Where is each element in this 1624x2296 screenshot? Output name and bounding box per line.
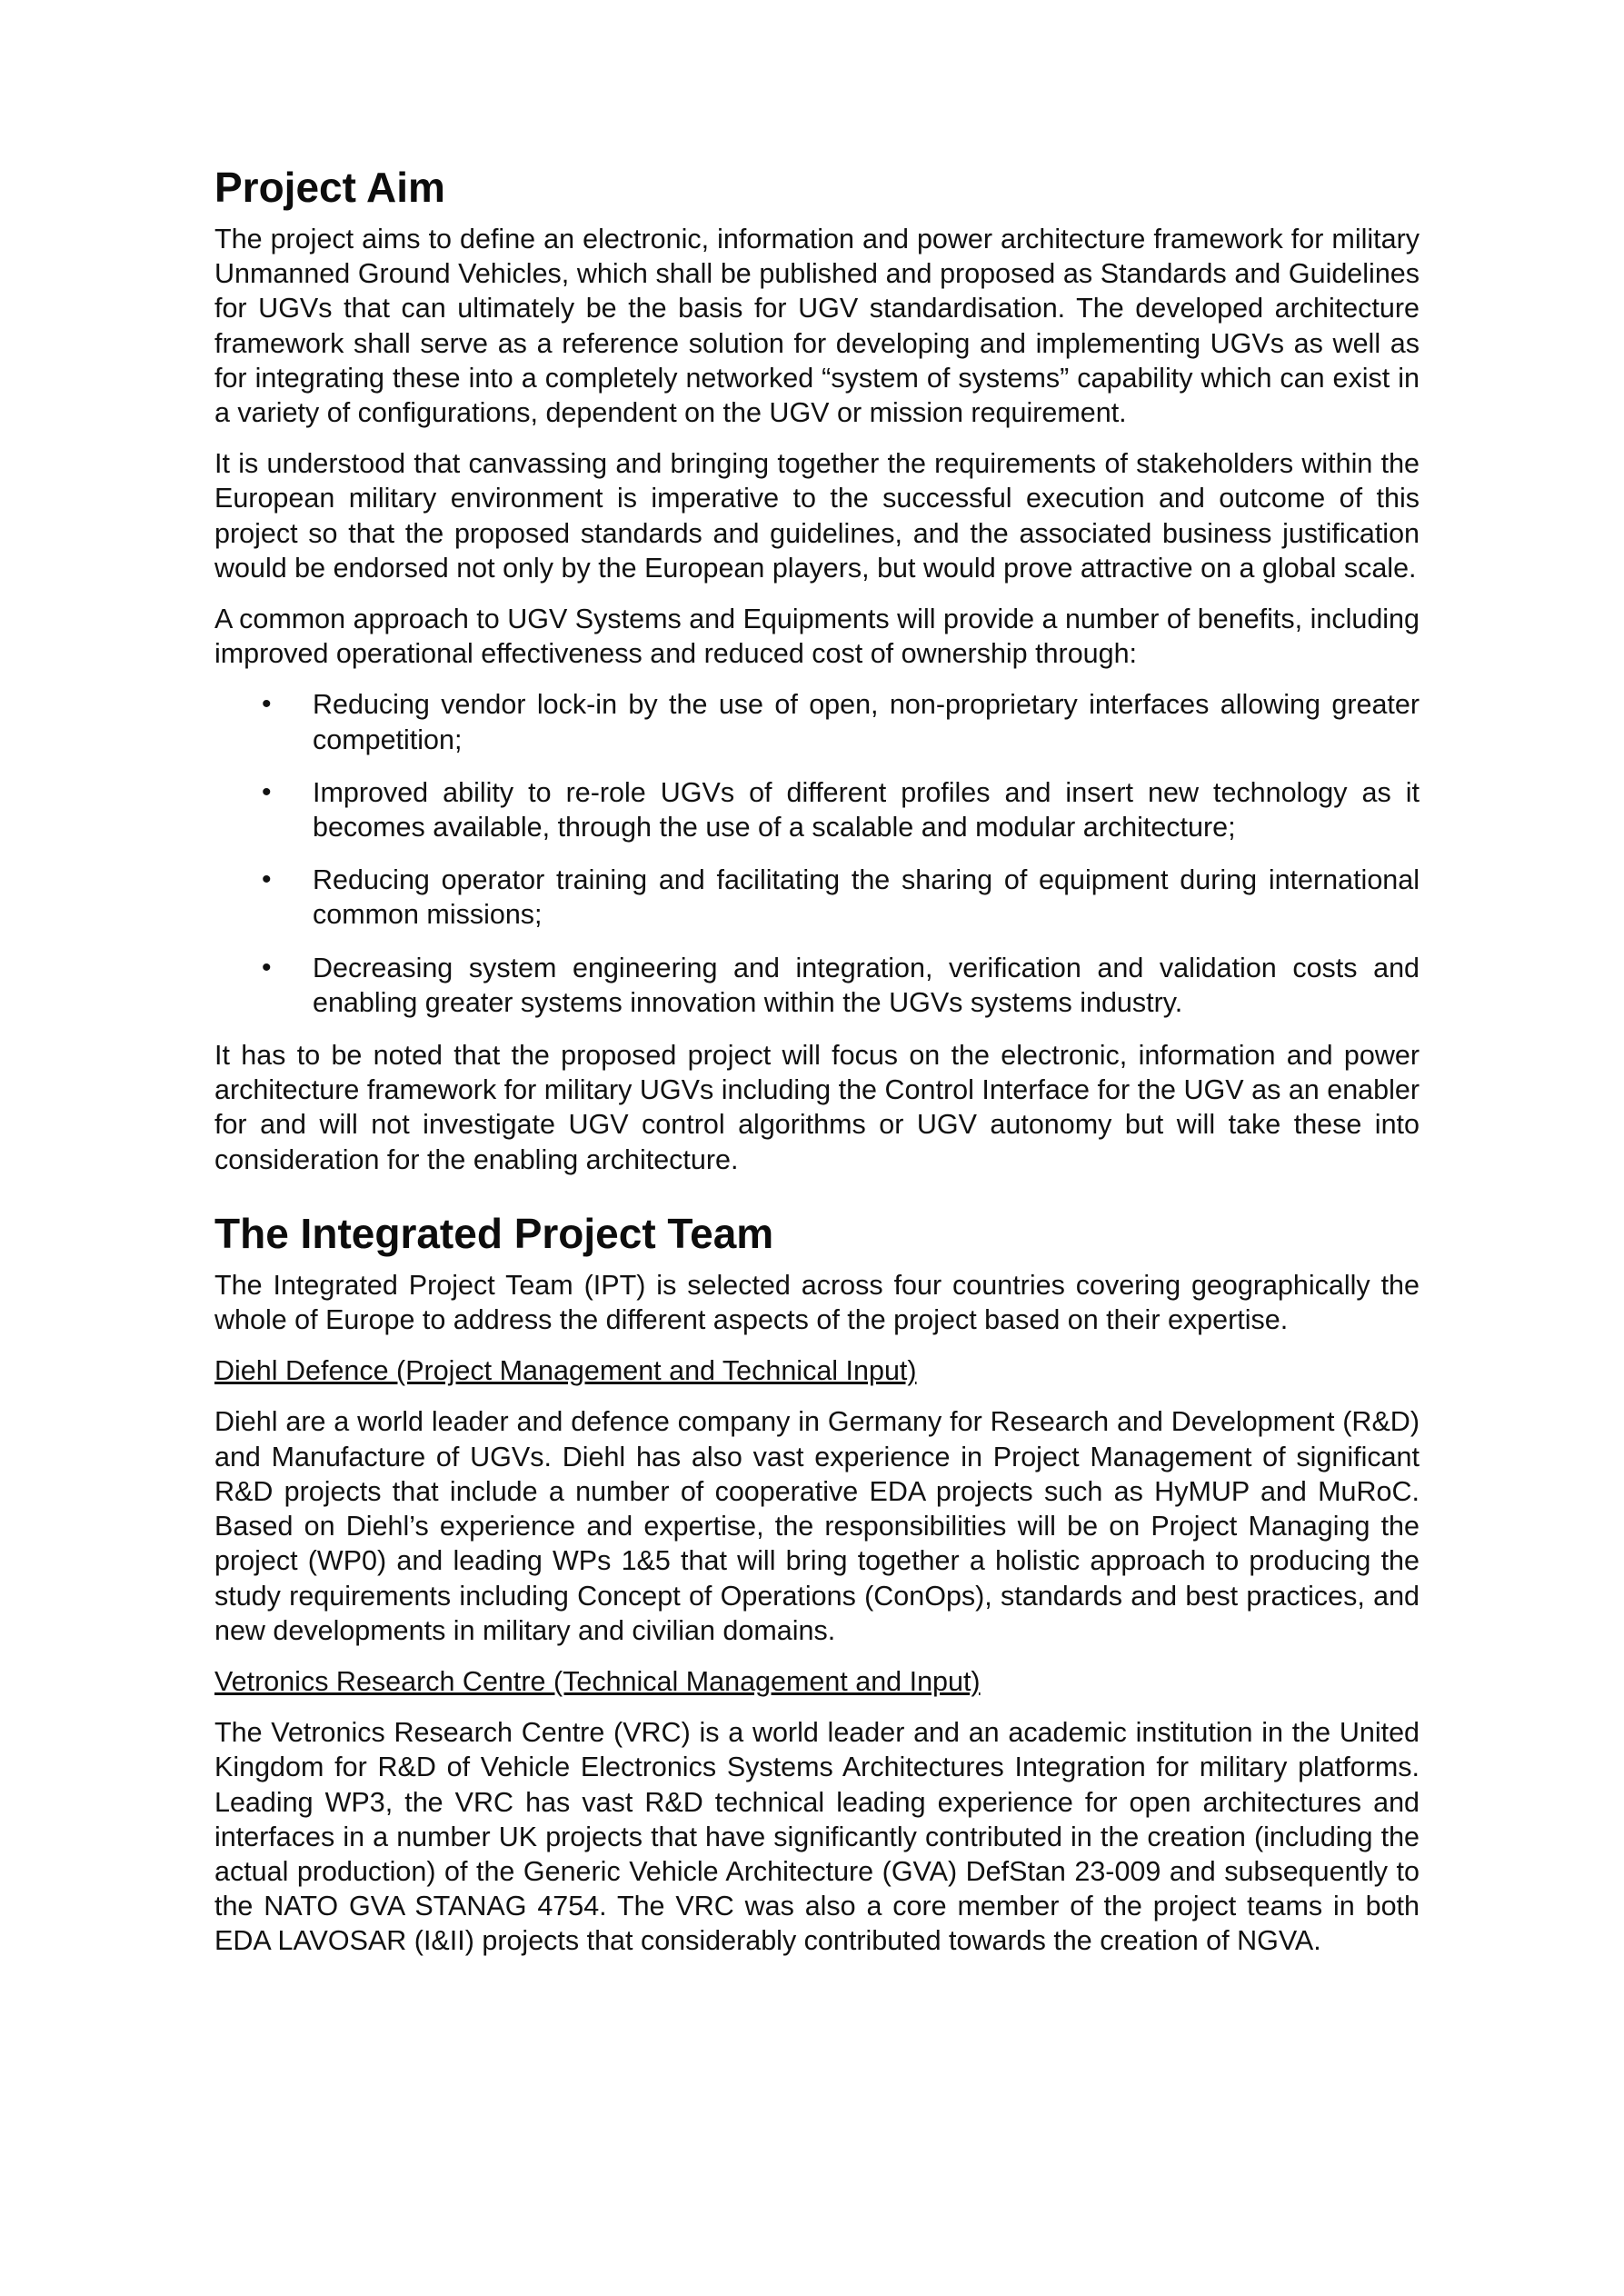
- list-item: [214, 863, 1420, 932]
- bullet-icon: •: [262, 864, 272, 895]
- section-heading-project-aim: Project Aim: [214, 164, 445, 211]
- document-page: [214, 162, 1420, 1975]
- list-item-text: Reducing operator training and facilitating the sharing of equipment during international common missions;: [313, 864, 1420, 931]
- paragraph-project-aim-closing: It has to be noted that the proposed project will focus on the electronic, information and power architecture framework for military UGVs including the Control Interface for the UGV as an enabler for and will not investigate UGV control algorithms or UGV autonomy but will take these into consideration for the enabling architecture.: [214, 1040, 1420, 1175]
- subheading-vetronics-research-centre: Vetronics Research Centre (Technical Management and Input): [214, 1665, 981, 1697]
- bullet-icon: •: [262, 952, 272, 983]
- list-item: [214, 775, 1420, 844]
- paragraph-vetronics-research-centre: The Vetronics Research Centre (VRC) is a world leader and an academic institution in the United Kingdom for R&D of Vehicle Electronics Systems Architectures Integration for military platforms. Leading WP3, the VRC has vast R&D technical leading experience for open architectures and interfaces in a number UK projects that have significantly contributed in the creation (including the actual production) of the Generic Vehicle Architecture (GVA) DefStan 23-009 and subsequently to the NATO GVA STANAG 4754. The VRC was also a core member of the project teams in both EDA LAVOSAR (I&II) projects that considerably contributed towards the creation of NGVA.: [214, 1717, 1420, 1957]
- list-item-text: Decreasing system engineering and integration, verification and validation costs and enabling greater systems innovation within the UGVs systems industry.: [313, 952, 1420, 1018]
- list-item: [214, 687, 1420, 756]
- paragraph-project-aim-1: The project aims to define an electronic, information and power architecture framework for military Unmanned Ground Vehicles, which shall be published and proposed as Standards and Guidelines for UGVs that can ultimately be the basis for UGV standardisation. The developed architecture framework shall serve as a reference solution for developing and implementing UGVs as well as for integrating these into a completely networked “system of systems” capability which can exist in a variety of configurations, dependent on the UGV or mission requirement.: [214, 224, 1420, 429]
- list-item-text: Improved ability to re-role UGVs of different profiles and insert new technology as it becomes available, through the use of a scalable and modular architecture;: [313, 776, 1420, 844]
- benefits-list: [214, 687, 1420, 1020]
- bullet-icon: •: [262, 689, 272, 720]
- paragraph-project-aim-2: It is understood that canvassing and bringing together the requirements of stakeholders within the European military environment is imperative to the successful execution and outcome of this project so that the proposed standards and guidelines, and the associated business justification would be endorsed not only by the European players, but would prove attractive on a global scale.: [214, 448, 1420, 584]
- section-heading-integrated-project-team: The Integrated Project Team: [214, 1209, 774, 1257]
- subheading-diehl-defence: Diehl Defence (Project Management and Technical Input): [214, 1355, 917, 1387]
- paragraph-project-aim-3: A common approach to UGV Systems and Equipments will provide a number of benefits, including improved operational effectiveness and reduced cost of ownership through:: [214, 604, 1420, 670]
- bullet-icon: •: [262, 776, 272, 807]
- paragraph-ipt-intro: The Integrated Project Team (IPT) is selected across four countries covering geographically the whole of Europe to address the different aspects of the project based on their expertise.: [214, 1269, 1420, 1336]
- list-item: [214, 951, 1420, 1020]
- list-item-text: Reducing vendor lock-in by the use of open, non-proprietary interfaces allowing greater competition;: [313, 689, 1420, 755]
- paragraph-diehl-defence: Diehl are a world leader and defence company in Germany for Research and Development (R&D) and Manufacture of UGVs. Diehl has also vast experience in Project Management of significant R&D projects that include a number of cooperative EDA projects such as HyMUP and MuRoC. Based on Diehl’s experience and expertise, the responsibilities will be on Project Managing the project (WP0) and leading WPs 1&5 that will bring together a holistic approach to producing the study requirements including Concept of Operations (ConOps), standards and best practices, and new developments in military and civilian domains.: [214, 1406, 1420, 1646]
